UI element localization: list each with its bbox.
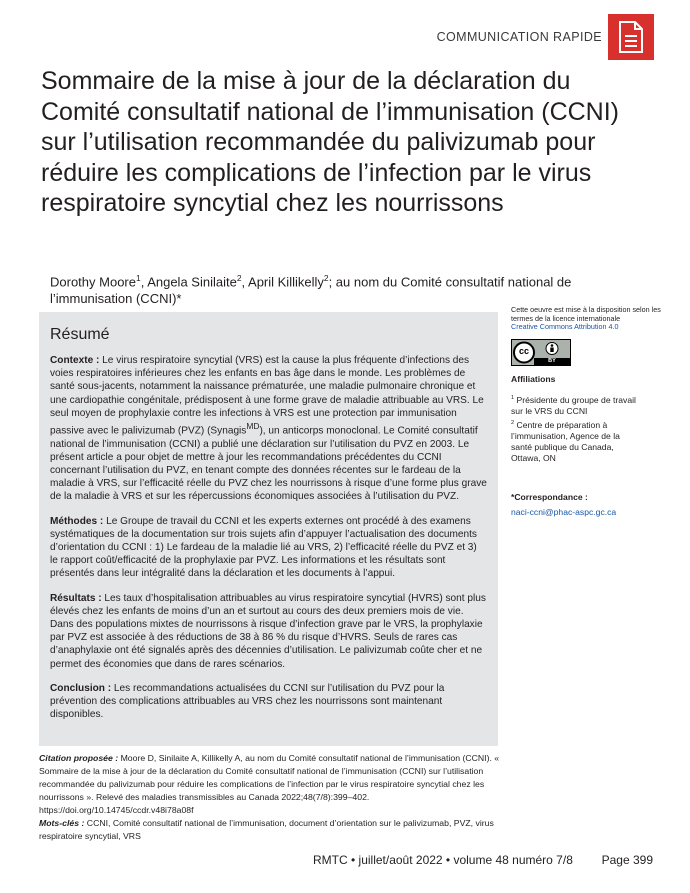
journal-issue: RMTC • juillet/août 2022 • volume 48 numéro 7/8 [313, 853, 573, 867]
trademark-mark: MD [246, 421, 260, 432]
correspondence-email-link[interactable]: naci-ccni@phac-aspc.gc.ca [511, 507, 617, 517]
context-label: Contexte : [50, 355, 100, 366]
author-name: , April Killikelly [241, 274, 324, 290]
abstract-methods [50, 515, 487, 581]
page-footer [313, 853, 653, 867]
license-link[interactable]: Creative Commons Attribution 4.0 [511, 322, 619, 332]
page-number: Page 399 [601, 853, 653, 867]
cc-by-badge[interactable] [511, 339, 571, 366]
section-label: COMMUNICATION RAPIDE [436, 30, 602, 44]
citation-text: Moore D, Sinilaite A, Killikelly A, au nom du Comité consultatif national de l’immunisation (CCNI). « Sommaire de la mise à jour de la déclaration du Comité consultatif national de l’immunisation (CCNI) sur l’utilisation recommandée du palivizumab pour réduire les complications de l’infection par le virus respiratoire syncytial chez les nourrissons ». Relevé des maladies transmissibles au Canada 2022;48(7/8):399–402. https://doi.org/10.14745/ccdr.v48i78a08f [39, 753, 500, 815]
suggested-citation [39, 752, 509, 817]
article-title: Sommaire de la mise à jour de la déclaration du Comité consultatif national de l’immunisation (CCNI) sur l’utilisation recommandée du palivizumab pour réduire les complications de l’infection par le virus respiratoire syncytial chez les nourrissons [41, 67, 620, 217]
conclusion-label: Conclusion : [50, 682, 112, 694]
affiliation-text: Présidente du groupe de travail sur le VRS du CCNI [511, 394, 636, 416]
methods-text: Le Groupe de travail du CCNI et les experts externes ont procédé à des examens systématiques de la documentation sur trois sujets afin d’appuyer l’actualisation des documents d’orientation du CCNI : 1) Le fardeau de la maladie lié au VRS, 2) l’efficacité réelle du PVZ et 3) le rapport coût/efficacité de la prophylaxie par PVZ. Les informations et les résultats sont présentés dans leur intégralité dans la déclaration et les documents à l’appui. [50, 515, 477, 580]
abstract-conclusion [50, 682, 487, 722]
methods-label: Méthodes : [50, 515, 104, 527]
abstract-box [39, 312, 498, 746]
document-icon [608, 14, 654, 60]
affiliation-number: 2 [511, 420, 515, 426]
abstract-heading: Résumé [50, 326, 110, 343]
cc-icon: cc [518, 346, 529, 356]
affiliation-2 [511, 418, 641, 464]
author-affiliation-mark: 1 [135, 273, 141, 283]
context-text-cont: ), un anticorps monoclonal. Le Comité consultatif national de l’immunisation (CCNI) a publié une déclaration sur l’utilisation du PVZ en 2003. Le présent article a pour objet de mettre à jour les recommandations précédentes du CCNI concernant l’utilisation du PVZ, en tenant compte des données récentes sur le fardeau de la maladie à VRS, sur l’efficacité réelle du PVZ chez les nourrissons à risque d’une forme plus grave de la maladie à VRS et sur les répercussions économiques associées à l’utilisation du PVZ. [50, 425, 487, 503]
author-affiliation-mark: 2 [323, 273, 329, 283]
author-list [50, 270, 650, 307]
affiliation-text: Centre de préparation à l’immunisation, Agence de la santé publique du Canada, Ottawa, ON [511, 419, 620, 463]
affiliations-heading: Affiliations [511, 374, 556, 384]
license-text: Cette oeuvre est mise à la disposition selon les termes de la licence internationale [511, 305, 661, 323]
author-name: Dorothy Moore [50, 274, 136, 290]
correspondence-heading: *Correspondance : [511, 492, 588, 502]
citation-label: Citation proposée : [39, 753, 119, 763]
abstract-results [50, 592, 487, 671]
by-label: BY [548, 358, 556, 364]
keywords [39, 817, 509, 843]
results-text: Les taux d’hospitalisation attribuables au virus respiratoire syncytial (HVRS) sont plus élevés chez les enfants de moins d’un an et surtout au cours des deux premiers mois de vie. Dans des populations mixtes de nourrissons à risque d’infection grave par le VRS, la prophylaxie par PVZ est associée à des réductions de 38 à 86 % du risque d’HVRS. Seuls de rares cas d’anaphylaxie ont été signalés après des décennies d’utilisation. Le palivizumab coûte cher et ne permet des économies que dans de rares scénarios. [50, 592, 486, 670]
author-affiliation-mark: 2 [236, 273, 242, 283]
author-group: ; au nom du Comité consultatif national de l’immunisation (CCNI)* [50, 274, 572, 307]
keywords-text: CCNI, Comité consultatif national de l’immunisation, document d’orientation sur le palivizumab, PVZ, virus respiratoire syncytial, VRS [39, 818, 494, 841]
citation-block [39, 752, 509, 843]
affiliation-number: 1 [511, 395, 515, 401]
context-text: Le virus respiratoire syncytial (VRS) est la cause la plus fréquente d’infections des voies respiratoires inférieures chez les enfants en bas âge dans le monde. Les problèmes de santé sous-jacents, notamment la naissance prématurée, une maladie pulmonaire chronique et une cardiopathie congénitale, prédisposent à une forme grave de maladie attribuable au VRS. Le seul moyen de prophylaxie contre les infections à VRS est une protection par immunisation passive avec le palivizumab (PVZ) (Synagis [50, 355, 484, 437]
keywords-label: Mots-clés : [39, 818, 85, 828]
results-label: Résultats : [50, 592, 102, 604]
license-notice [511, 306, 681, 332]
conclusion-text: Les recommandations actualisées du CCNI sur l’utilisation du PVZ pour la prévention des complications attribuables au VRS chez les nourrissons sont maintenant disponibles. [50, 682, 445, 721]
abstract-context [50, 354, 487, 504]
affiliation-1 [511, 393, 641, 417]
author-name: , Angela Sinilaite [140, 274, 237, 290]
